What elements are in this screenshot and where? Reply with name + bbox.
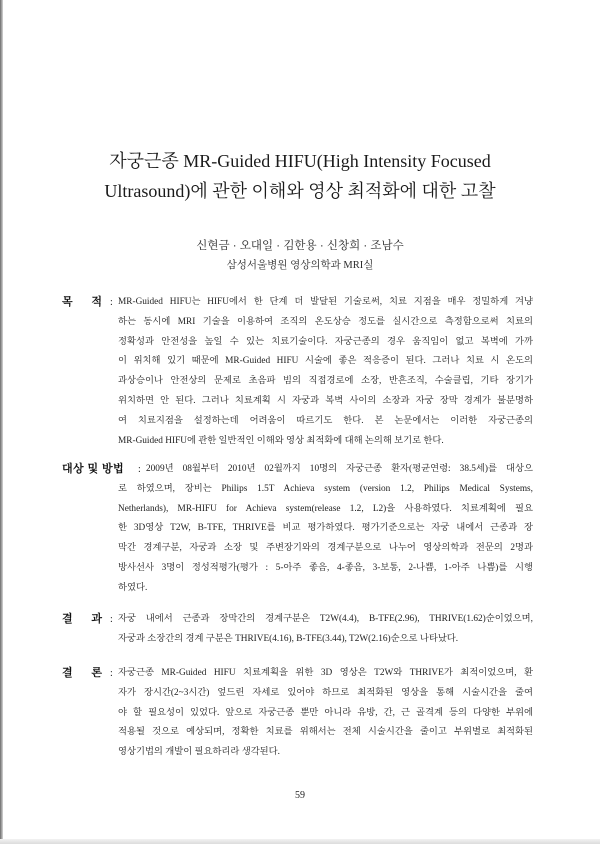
label-colon: : xyxy=(110,614,113,625)
body-line: 여 치료지점을 설정하는데 어려움이 따르기도 한다. 본 논문에서는 이러한 자궁근종의 xyxy=(118,415,533,426)
section-conclusion xyxy=(62,664,533,763)
page-number: 59 xyxy=(295,790,305,801)
body-line: Netherlands), MR-HIFU for Achieva system(release 1.2, L2)을 사용하였다. 치료계획에 필요 xyxy=(118,503,533,514)
section-label: 목 적 xyxy=(62,296,102,308)
body-line: 2009년 08월부터 2010년 02월까지 10명의 자궁근종 환자(평균연령: 38.5세)를 대상으 xyxy=(146,464,533,474)
label-colon: : xyxy=(110,668,113,679)
body-line: 로 하였으며, 장비는 Philips 1.5T Achieva system (version 1.2, Philips Medical Systems, xyxy=(118,483,533,494)
body-line: 하는 동시에 MRI 기술을 이용하여 조직의 온도상승 정도를 실시간으로 측정함으로써 치료의 xyxy=(118,316,533,327)
body-line: MR-Guided HIFU는 HIFU에서 한 단계 더 발달된 기술로써, 치료 지점을 매우 정밀하게 겨냥 xyxy=(118,297,533,307)
scan-edge-left xyxy=(0,0,3,844)
body-line: 적용될 것으로 예상되며, 정확한 치료를 위해서는 전체 시술시간을 줄이고 부위별로 최적화된 xyxy=(118,727,533,738)
body-line: 위치하면 안 된다. 그러나 치료계획 시 자궁과 복벽 사이의 소장과 자궁 장막 경계가 불분명하 xyxy=(118,395,533,406)
section-label: 결 과 xyxy=(62,613,102,625)
body-line: 방사선사 3명이 정성적평가(평가 : 5-아주 좋음, 4-좋음, 3-보통, 2-나쁨, 1-아주 나쁨)를 시행 xyxy=(118,562,533,573)
section-methods xyxy=(62,460,533,599)
body-line: 정확성과 안전성을 높일 수 있는 치료기술이다. 자궁근종의 경우 움직임이 없고 복벽에 가까 xyxy=(118,336,533,347)
body-line: 자궁과 소장간의 경계 구분은 THRIVE(4.16), B-TFE(3.44), T2W(2.16)순으로 나타났다. xyxy=(118,633,459,644)
body-line: 막간 경계구분, 자궁과 소장 및 주변장기와의 경계구분으로 나누어 영상의학과 전문의 2명과 xyxy=(118,543,533,554)
body-line: 야 할 필요성이 있었다. 앞으로 자궁근종 뿐만 아니라 유방, 간, 근 골격계 등의 다양한 부위에 xyxy=(118,707,533,718)
section-label: 대상 및 방법 xyxy=(62,463,125,475)
title-line-1: 자궁근종 MR-Guided HIFU(High Intensity Focused xyxy=(109,151,491,171)
body-line: 과상승이나 안전상의 문제로 초음파 빔의 직접경로에 소장, 반흔조직, 수술클립, 기타 장기가 xyxy=(118,376,533,387)
section-purpose xyxy=(62,293,533,451)
paper-title xyxy=(0,146,600,206)
body-line: 이 위치해 있기 때문에 MR-Guided HIFU 시술에 좋은 적응증이 된다. 그러나 치료 시 온도의 xyxy=(118,356,533,367)
body-line: 자가 장시간(2~3시간) 엎드린 자세로 있어야 하므로 최적화된 영상을 통해 시술시간을 줄여 xyxy=(118,687,533,698)
body-line: 자궁근종 MR-Guided HIFU 치료계획을 위한 3D 영상은 T2W와 THRIVE가 최적이었으며, 환 xyxy=(118,668,533,678)
body-line: 하였다. xyxy=(118,582,148,593)
body-line: MR-Guided HIFU에 관한 일반적인 이해와 영상 최적화에 대해 논의해 보기로 한다. xyxy=(118,435,444,446)
body-line: 한 3D영상 T2W, B-TFE, THRIVE를 비교 평가하였다. 평가기준으로는 자궁 내에서 근종과 장 xyxy=(118,523,533,534)
label-colon: : xyxy=(138,464,141,475)
title-line-2: Ultrasound)에 관한 이해와 영상 최적화에 대한 고찰 xyxy=(104,181,496,201)
scan-edge-bottom xyxy=(0,839,600,844)
section-label: 결 론 xyxy=(62,667,102,679)
author-list: 신현금 · 오대일 · 김한용 · 신창희 · 조남수 xyxy=(196,240,404,252)
affiliation: 삼성서울병원 영상의학과 MRI실 xyxy=(226,260,374,271)
section-results xyxy=(62,610,533,650)
body-line: 자궁 내에서 근종과 장막간의 경계구분은 T2W(4.4), B-TFE(2.96), THRIVE(1.62)순이었으며, xyxy=(118,614,533,624)
label-colon: : xyxy=(110,297,113,308)
body-line: 영상기법의 개발이 필요하리라 생각된다. xyxy=(118,747,280,758)
